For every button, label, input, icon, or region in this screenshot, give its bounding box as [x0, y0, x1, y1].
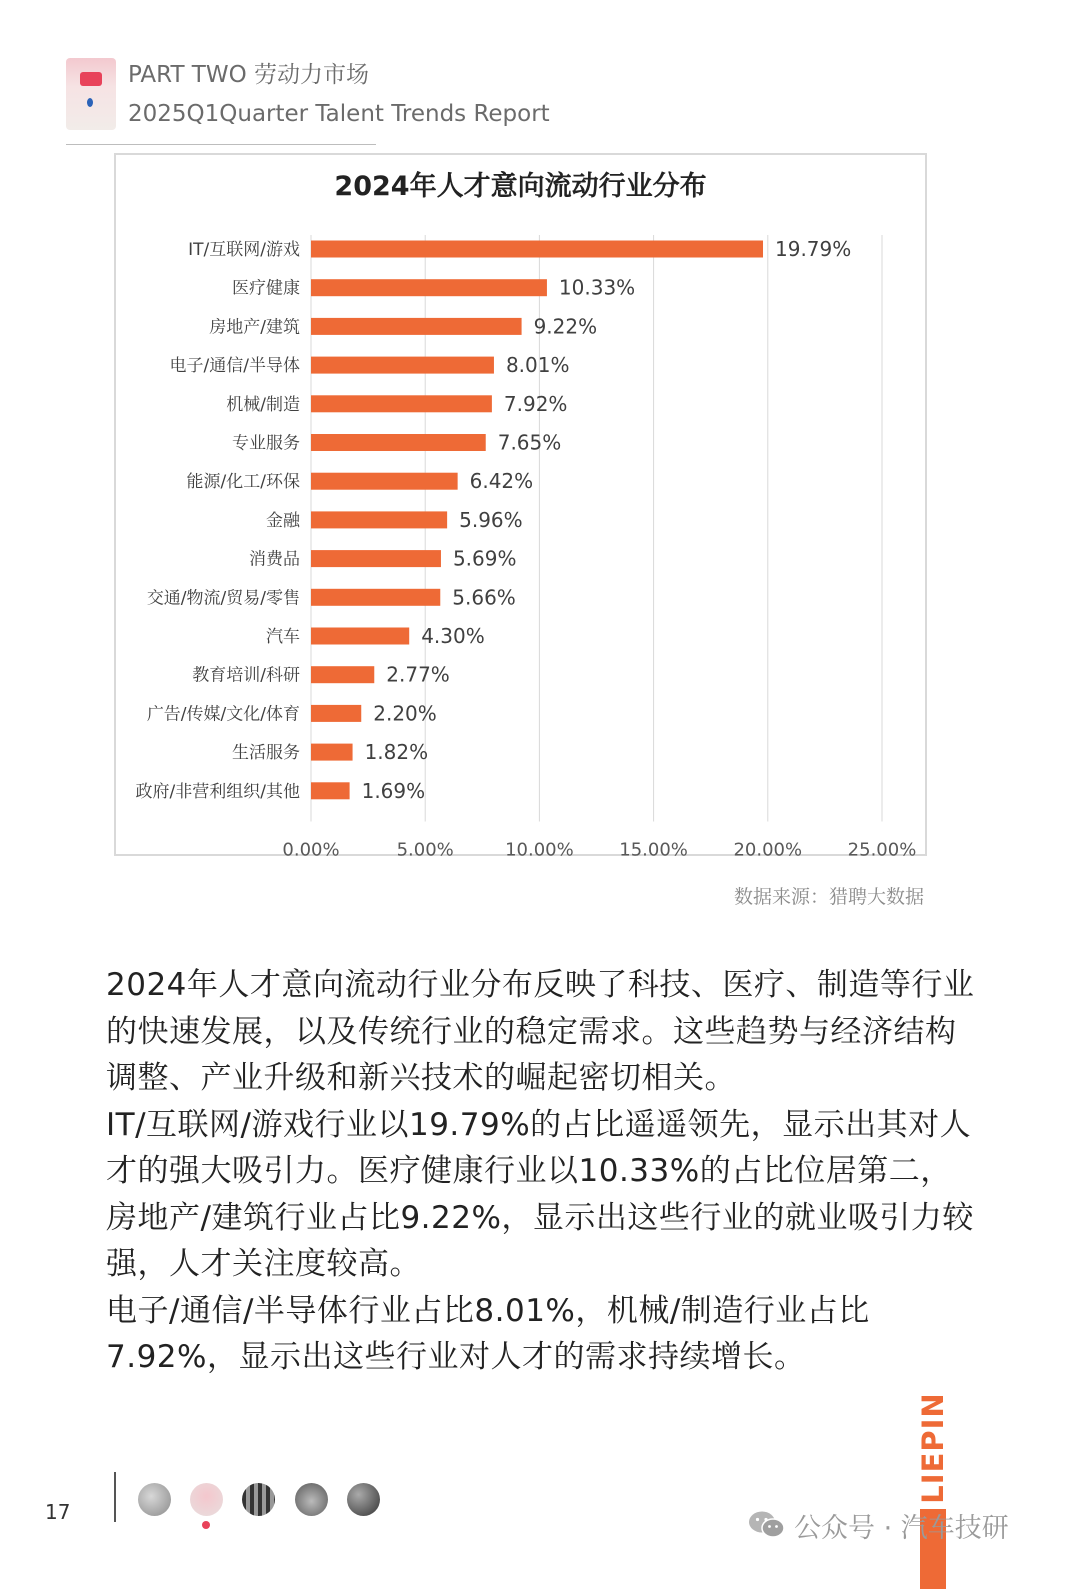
- chart-title: 2024年人才意向流动行业分布: [334, 171, 707, 202]
- data-label: 2.20%: [373, 701, 437, 726]
- bar: [311, 705, 361, 722]
- data-label: 1.69%: [361, 778, 426, 803]
- nav-thumb-4[interactable]: [295, 1483, 328, 1516]
- header-photo: [66, 58, 116, 130]
- bar: [311, 473, 458, 490]
- category-label: 教育培训/科研: [192, 665, 300, 686]
- bar: [311, 744, 353, 761]
- nav-thumb-1[interactable]: [138, 1483, 171, 1516]
- data-label: 4.30%: [421, 624, 485, 648]
- data-label: 2.77%: [386, 662, 450, 687]
- data-label: 9.22%: [533, 314, 598, 339]
- active-page-dot: [202, 1521, 210, 1529]
- x-tick-label: 0.00%: [282, 839, 340, 856]
- bar-chart: [114, 153, 927, 856]
- data-label: 8.01%: [505, 353, 570, 378]
- paragraph-1: 2024年人才意向流动行业分布反映了科技、医疗、制造等行业的快速发展，以及传统行业的稳定需求。这些趋势与经济结构调整、产业升级和新兴技术的崛起密切相关。: [106, 967, 975, 1096]
- source-note: 数据来源：猎聘大数据: [733, 886, 924, 908]
- bar: [311, 666, 374, 683]
- footer-divider: [114, 1472, 116, 1522]
- wechat-badge: [748, 1507, 1009, 1543]
- category-label: 机械/制造: [226, 394, 300, 415]
- data-label: 1.82%: [364, 740, 429, 765]
- x-tick-label: 15.00%: [619, 839, 688, 856]
- category-label: 专业服务: [232, 433, 300, 454]
- data-label: 19.79%: [775, 237, 852, 261]
- bar: [311, 589, 440, 606]
- bar: [311, 318, 522, 335]
- bar: [311, 550, 441, 567]
- category-label: 房地产/建筑: [209, 317, 300, 338]
- x-tick-label: 20.00%: [733, 839, 803, 856]
- page-number: 17: [45, 1500, 71, 1524]
- bar: [311, 511, 447, 528]
- x-tick-label: 25.00%: [847, 839, 917, 856]
- category-label: 生活服务: [232, 743, 300, 764]
- data-label: 7.65%: [497, 430, 562, 455]
- x-tick-label: 5.00%: [396, 839, 454, 856]
- nav-thumb-2[interactable]: [190, 1483, 223, 1516]
- data-label: 7.92%: [503, 391, 568, 416]
- wechat-icon: [748, 1510, 786, 1540]
- category-label: 汽车: [266, 627, 300, 647]
- category-label: 交通/物流/贸易/零售: [146, 588, 300, 609]
- brand-text: LIEPIN: [916, 1391, 950, 1504]
- category-label: 能源/化工/环保: [186, 472, 300, 493]
- pendant-graphic: [87, 98, 93, 107]
- bar: [311, 357, 494, 374]
- data-label: 5.69%: [452, 546, 517, 571]
- bow-tie-graphic: [80, 72, 102, 86]
- bar: [311, 395, 492, 412]
- nav-thumb-3[interactable]: [242, 1483, 275, 1516]
- header-divider: [66, 144, 376, 145]
- data-label: 5.96%: [459, 507, 523, 532]
- bar: [311, 782, 350, 799]
- category-label: 消费品: [249, 549, 300, 570]
- bar: [311, 434, 486, 451]
- nav-thumb-5[interactable]: [347, 1483, 380, 1516]
- data-label: 10.33%: [558, 275, 636, 300]
- paragraph-3: 电子/通信/半导体行业占比8.01%，机械/制造行业占比7.92%，显示出这些行业对人才的需求持续增长。: [106, 1292, 870, 1375]
- category-label: IT/互联网/游戏: [188, 240, 300, 260]
- bar: [311, 241, 763, 258]
- part-title: PART TWO 劳动力市场: [128, 62, 370, 88]
- data-label: 6.42%: [469, 469, 534, 494]
- category-label: 电子/通信/半导体: [169, 356, 300, 377]
- category-label: 医疗健康: [232, 278, 300, 299]
- report-title: 2025Q1Quarter Talent Trends Report: [128, 101, 550, 127]
- x-tick-label: 10.00%: [505, 839, 574, 856]
- body-text: [106, 962, 976, 1381]
- bar: [311, 279, 547, 296]
- category-label: 金融: [266, 510, 300, 531]
- brand-logo: [918, 1390, 948, 1505]
- paragraph-2: IT/互联网/游戏行业以19.79%的占比遥遥领先，显示出其对人才的强大吸引力。医疗健康行业以10.33%的占比位居第二，房地产/建筑行业占比9.22%，显示出这些行业的就业吸引力较强，人才关注度较高。: [106, 1106, 974, 1282]
- wechat-label: 公众号 · 汽车技研: [794, 1512, 1009, 1544]
- category-label: 政府/非营利组织/其他: [135, 781, 300, 802]
- category-label: 广告/传媒/文化/体育: [146, 704, 300, 725]
- data-label: 5.66%: [452, 585, 516, 610]
- bar: [311, 628, 409, 645]
